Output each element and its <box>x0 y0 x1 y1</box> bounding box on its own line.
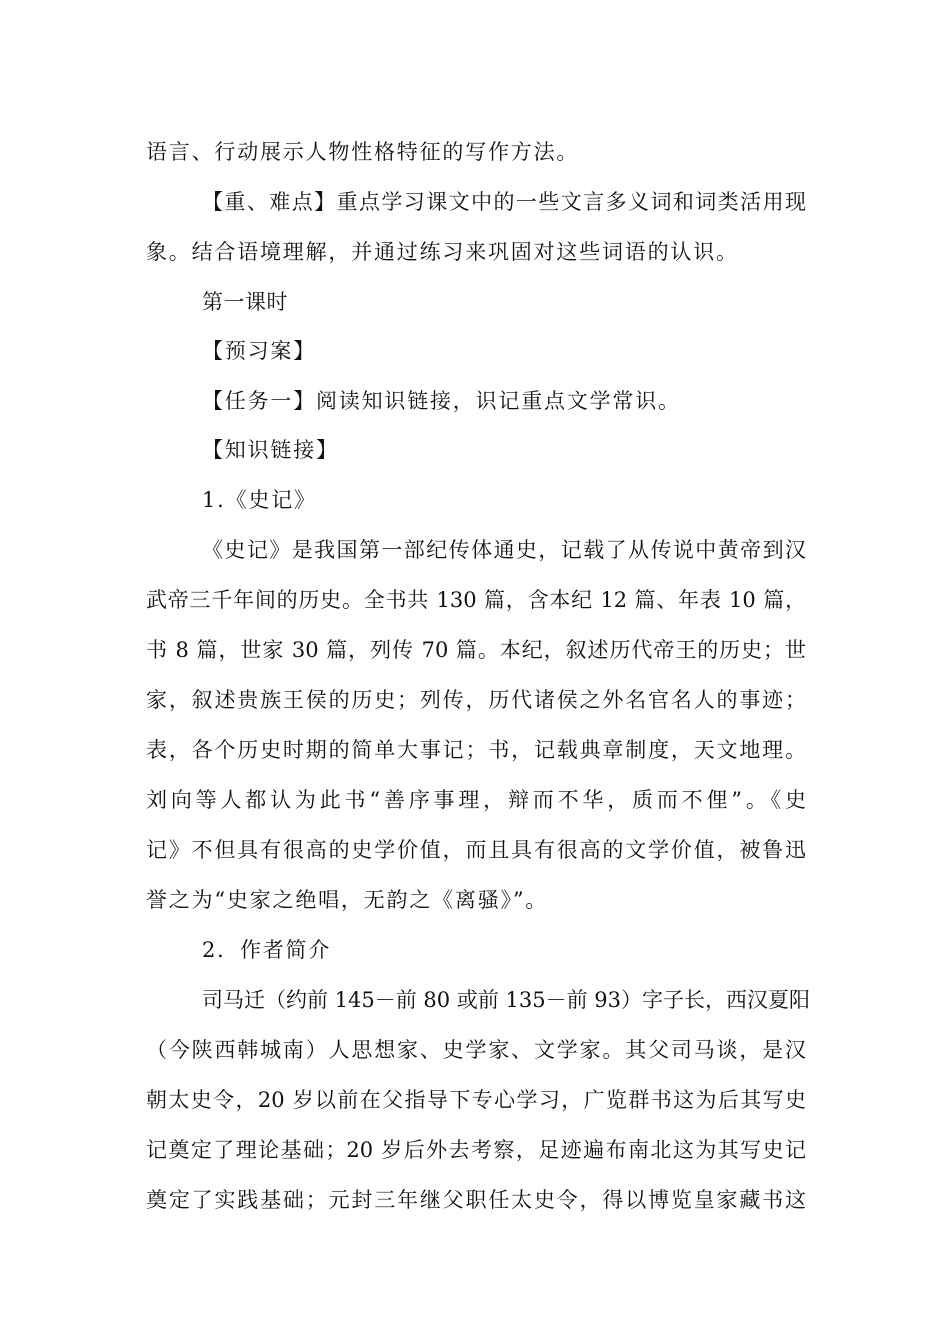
section-heading-lesson: 第一课时 <box>202 290 288 314</box>
paragraph-line: 书 8 篇，世家 30 篇，列传 70 篇。本纪，叙述历代帝王的历史；世 <box>146 638 806 662</box>
paragraph-line: 表，各个历史时期的简单大事记；书，记载典章制度，天文地理。 <box>146 738 806 762</box>
paragraph-line: 家，叙述贵族王侯的历史；列传，历代诸侯之外名官名人的事迹； <box>146 688 806 712</box>
paragraph-line: 记奠定了理论基础；20 岁后外去考察，足迹遍布南北这为其写史记 <box>146 1138 806 1162</box>
paragraph-line: 语言、行动展示人物性格特征的写作方法。 <box>146 140 580 164</box>
paragraph-line: 奠定了实践基础；元封三年继父职任太史令，得以博览皇家藏书这 <box>146 1188 806 1212</box>
key-points-line: 【重、难点】重点学习课文中的一些文言多义词和词类活用现 <box>202 190 806 214</box>
paragraph-line: 武帝三千年间的历史。全书共 130 篇，含本纪 12 篇、年表 10 篇， <box>146 588 806 612</box>
paragraph-line: 司马迁（约前 145－前 80 或前 135－前 93）字子长，西汉夏阳 <box>202 988 810 1012</box>
paragraph-line: 记》不但具有很高的史学价值，而且具有很高的文学价值，被鲁迅 <box>146 838 806 862</box>
paragraph-line: 象。结合语境理解，并通过练习来巩固对这些词语的认识。 <box>146 240 739 264</box>
paragraph-line: 刘向等人都认为此书“善序事理，辩而不华，质而不俚”。《史 <box>146 788 806 812</box>
paragraph-line: 朝太史令，20 岁以前在父指导下专心学习，广览群书这为后其写史 <box>146 1088 806 1112</box>
paragraph-line: 《史记》是我国第一部纪传体通史，记载了从传说中黄帝到汉 <box>202 538 806 562</box>
task-one-line: 【任务一】阅读知识链接，识记重点文学常识。 <box>202 389 681 413</box>
paragraph-line: （今陕西韩城南）人思想家、史学家、文学家。其父司马谈，是汉 <box>146 1038 806 1062</box>
section-heading-preview: 【预习案】 <box>202 339 316 363</box>
subheading-shiji: 1.《史记》 <box>202 488 317 512</box>
subheading-author: 2．作者简介 <box>202 938 332 962</box>
section-heading-knowledge: 【知识链接】 <box>202 438 339 462</box>
paragraph-line: 誉之为“史家之绝唱，无韵之《离骚》”。 <box>146 888 549 912</box>
